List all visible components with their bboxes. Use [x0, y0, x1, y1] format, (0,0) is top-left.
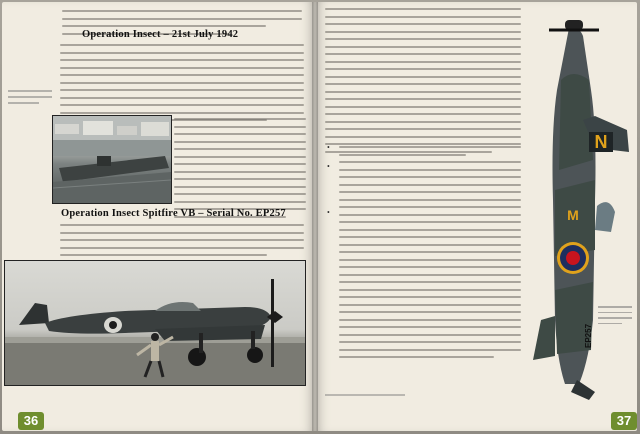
bullet-2: •	[327, 162, 330, 171]
section-heading-insect: Operation Insect – 21st July 1942	[82, 29, 239, 40]
svg-text:M: M	[567, 207, 579, 223]
bullet-3: •	[327, 208, 330, 217]
right-bullets	[339, 146, 521, 364]
spitfire-photo-illustration	[5, 261, 305, 385]
svg-text:EP257: EP257	[584, 323, 593, 348]
page-number-left: 36	[18, 412, 44, 430]
carrier-caption	[8, 86, 52, 108]
right-text-1	[325, 8, 521, 158]
section-heading-ep257: Operation Insect Spitfire VB – Serial No. EP257	[61, 208, 286, 219]
section-text-3	[60, 224, 304, 262]
right-page	[315, 2, 637, 431]
bullet-1: •	[327, 143, 330, 152]
roundel	[557, 242, 589, 274]
left-page	[2, 2, 315, 431]
code-letter-m	[567, 207, 579, 223]
spitfire-profile	[511, 20, 637, 404]
profile-caption	[598, 302, 632, 328]
serial-text	[584, 323, 593, 348]
footnote-line	[325, 394, 405, 396]
svg-text:N: N	[594, 132, 608, 152]
carrier-photo	[52, 115, 172, 204]
page-number-right: 37	[611, 412, 637, 430]
book-gutter	[312, 2, 318, 431]
spitfire-photo	[4, 260, 306, 386]
squadron-code-n	[589, 132, 613, 152]
carrier-photo-illustration	[53, 116, 171, 203]
